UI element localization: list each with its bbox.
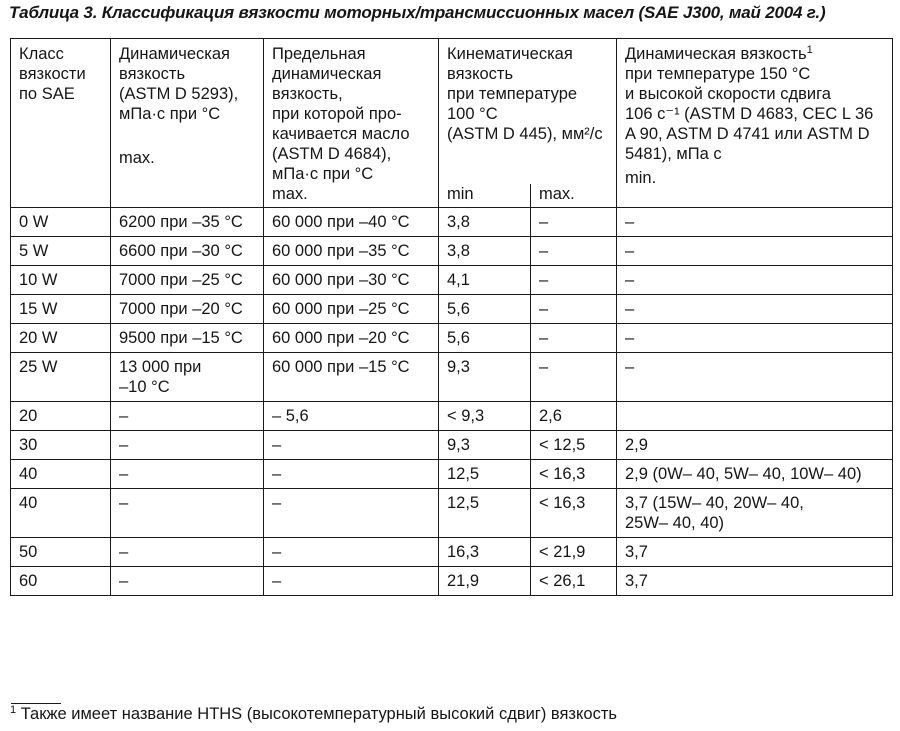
cell-hths-viscosity: 2,9 (0W– 40, 5W– 40, 10W– 40) (617, 460, 893, 489)
cell-dynamic-viscosity: – (111, 460, 264, 489)
header-kinematic-viscosity-text: Кинематическая вязкость при температуре 100 °С (ASTM D 445), мм²/с (447, 45, 603, 143)
table-row (11, 324, 893, 353)
cell-kinematic-min: 4,1 (439, 266, 531, 295)
cell-hths-viscosity: 2,9 (617, 431, 893, 460)
viscosity-table (10, 38, 893, 596)
cell-kinematic-min: 12,5 (439, 460, 531, 489)
cell-hths-viscosity: – (617, 237, 893, 266)
cell-sae-grade: 40 (11, 489, 111, 538)
cell-pumping-viscosity: – (264, 460, 439, 489)
cell-sae-grade: 5 W (11, 237, 111, 266)
cell-hths-viscosity: – (617, 324, 893, 353)
cell-dynamic-viscosity: – (111, 402, 264, 431)
table-row (11, 266, 893, 295)
cell-sae-grade: 20 (11, 402, 111, 431)
cell-kinematic-max: 2,6 (531, 402, 617, 431)
cell-dynamic-viscosity: – (111, 567, 264, 596)
cell-dynamic-viscosity: 7000 при –25 °С (111, 266, 264, 295)
table-row (11, 353, 893, 402)
table-row (11, 208, 893, 237)
cell-pumping-viscosity: – (264, 567, 439, 596)
cell-pumping-viscosity: – (264, 489, 439, 538)
cell-kinematic-min: 16,3 (439, 538, 531, 567)
cell-dynamic-viscosity: – (111, 538, 264, 567)
cell-hths-viscosity: – (617, 295, 893, 324)
header-hths-text: при температуре 150 °С и высокой скорости сдвига 106 с⁻¹ (ASTM D 4683, CEC L 36 A 90, ASTM D 4741 или ASTM D 5481), мПа с (625, 65, 874, 163)
header-kinematic-viscosity (439, 39, 617, 185)
cell-hths-viscosity: – (617, 266, 893, 295)
cell-kinematic-max: – (531, 324, 617, 353)
cell-sae-grade: 40 (11, 460, 111, 489)
cell-kinematic-min: 3,8 (439, 237, 531, 266)
cell-dynamic-viscosity: – (111, 431, 264, 460)
cell-kinematic-min: 12,5 (439, 489, 531, 538)
cell-kinematic-min: 3,8 (439, 208, 531, 237)
footnote-text: Также имеет название HTHS (высокотемпературный высокий сдвиг) вязкость (20, 705, 617, 723)
table-title: Таблица 3. Классификация вязкости моторных/трансмиссионных масел (SAE J300, май 2004 г.) (9, 3, 826, 22)
cell-dynamic-viscosity: 6200 при –35 °С (111, 208, 264, 237)
header-dynamic-viscosity (111, 39, 264, 208)
header-hths-line1: Динамическая вязкость (625, 45, 807, 63)
cell-sae-grade: 50 (11, 538, 111, 567)
cell-kinematic-max: – (531, 295, 617, 324)
cell-kinematic-max: < 16,3 (531, 460, 617, 489)
footnote-marker: 1 (10, 704, 17, 716)
table-row (11, 295, 893, 324)
cell-kinematic-max: < 21,9 (531, 538, 617, 567)
table-row (11, 431, 893, 460)
cell-kinematic-min: < 9,3 (439, 402, 531, 431)
cell-kinematic-max: – (531, 208, 617, 237)
cell-kinematic-min: 5,6 (439, 324, 531, 353)
header-dynamic-viscosity-max: max. (119, 149, 155, 167)
cell-sae-grade: 20 W (11, 324, 111, 353)
cell-kinematic-max: – (531, 266, 617, 295)
table-row (11, 460, 893, 489)
cell-hths-viscosity: 3,7 (617, 567, 893, 596)
cell-sae-grade: 60 (11, 567, 111, 596)
header-row-top (11, 39, 893, 185)
cell-dynamic-viscosity: – (111, 489, 264, 538)
cell-kinematic-min: 9,3 (439, 431, 531, 460)
cell-kinematic-max: < 26,1 (531, 567, 617, 596)
footnote (10, 705, 617, 724)
cell-sae-grade: 25 W (11, 353, 111, 402)
header-pumping-viscosity-max: max. (272, 185, 308, 203)
table-row (11, 402, 893, 431)
cell-kinematic-min: 9,3 (439, 353, 531, 402)
cell-pumping-viscosity: 60 000 при –40 °С (264, 208, 439, 237)
cell-pumping-viscosity: – (264, 431, 439, 460)
cell-sae-grade: 0 W (11, 208, 111, 237)
cell-pumping-viscosity: – (264, 538, 439, 567)
header-sae-grade-text: Класс вязкости по SAE (19, 45, 86, 103)
cell-dynamic-viscosity: 9500 при –15 °С (111, 324, 264, 353)
cell-sae-grade: 10 W (11, 266, 111, 295)
cell-pumping-viscosity: 60 000 при –35 °С (264, 237, 439, 266)
cell-hths-viscosity (617, 402, 893, 431)
table-row (11, 538, 893, 567)
cell-pumping-viscosity: 60 000 при –15 °С (264, 353, 439, 402)
header-pumping-viscosity (264, 39, 439, 208)
cell-kinematic-max: – (531, 237, 617, 266)
cell-sae-grade: 30 (11, 431, 111, 460)
cell-pumping-viscosity: 60 000 при –20 °С (264, 324, 439, 353)
header-kinematic-max: max. (531, 184, 617, 208)
header-dynamic-viscosity-text: Динамическая вязкость (ASTM D 5293), мПа·с при °С (119, 45, 239, 123)
cell-hths-viscosity: – (617, 208, 893, 237)
cell-dynamic-viscosity: 7000 при –20 °С (111, 295, 264, 324)
cell-hths-viscosity: – (617, 353, 893, 402)
header-sae-grade (11, 39, 111, 208)
cell-hths-viscosity: 3,7 (617, 538, 893, 567)
table-row (11, 489, 893, 538)
table-body (11, 208, 893, 596)
table-row (11, 237, 893, 266)
footnote-marker-header: 1 (806, 44, 813, 56)
table-row (11, 567, 893, 596)
cell-pumping-viscosity: 60 000 при –25 °С (264, 295, 439, 324)
header-kinematic-min: min (439, 184, 531, 208)
cell-hths-viscosity: 3,7 (15W– 40, 20W– 40, 25W– 40, 40) (617, 489, 893, 538)
cell-pumping-viscosity: 60 000 при –30 °С (264, 266, 439, 295)
cell-dynamic-viscosity: 13 000 при –10 °С (111, 353, 264, 402)
header-pumping-viscosity-text: Предельная динамическая вязкость, при которой про- качивается масло (ASTM D 4684), мПа·с при °С (272, 45, 410, 183)
cell-kinematic-min: 21,9 (439, 567, 531, 596)
cell-kinematic-min: 5,6 (439, 295, 531, 324)
cell-kinematic-max: < 12,5 (531, 431, 617, 460)
header-hths-viscosity (617, 39, 893, 208)
footnote-divider (11, 703, 61, 704)
cell-kinematic-max: – (531, 353, 617, 402)
cell-sae-grade: 15 W (11, 295, 111, 324)
cell-kinematic-max: < 16,3 (531, 489, 617, 538)
header-hths-min: min. (625, 169, 657, 187)
cell-pumping-viscosity: – 5,6 (264, 402, 439, 431)
cell-dynamic-viscosity: 6600 при –30 °С (111, 237, 264, 266)
